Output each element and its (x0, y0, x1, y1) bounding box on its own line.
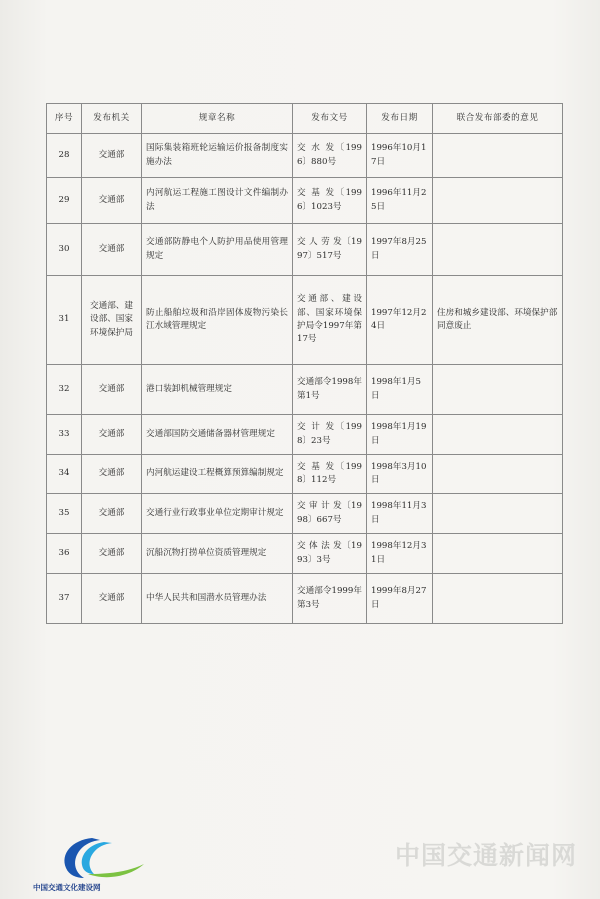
cell-name: 沉船沉物打捞单位资质管理规定 (142, 534, 293, 574)
cell-agency: 交通部 (82, 574, 142, 624)
cell-date: 1998年1月19日 (367, 415, 433, 455)
cell-serial: 36 (47, 534, 82, 574)
cell-doc-number: 交通部令1999年第3号 (293, 574, 367, 624)
table-header-row (47, 104, 563, 134)
cell-serial: 37 (47, 574, 82, 624)
cell-opinion (433, 365, 563, 415)
cell-agency: 交通部 (82, 178, 142, 224)
cell-name: 港口装卸机械管理规定 (142, 365, 293, 415)
table-row (47, 178, 563, 224)
cell-name: 内河航运建设工程概算预算编制规定 (142, 455, 293, 494)
header-issue-date: 发布日期 (367, 104, 433, 134)
table-row (47, 365, 563, 415)
regulations-table (46, 103, 563, 624)
cell-date: 1997年8月25日 (367, 224, 433, 276)
cell-opinion (433, 494, 563, 534)
cell-date: 1998年3月10日 (367, 455, 433, 494)
cell-opinion: 住房和城乡建设部、环境保护部同意废止 (433, 276, 563, 365)
cell-agency: 交通部 (82, 134, 142, 178)
cell-date: 1998年11月3日 (367, 494, 433, 534)
cell-doc-number: 交 计 发〔1998〕23号 (293, 415, 367, 455)
cell-opinion (433, 178, 563, 224)
cell-serial: 33 (47, 415, 82, 455)
header-issuing-agency: 发布机关 (82, 104, 142, 134)
cell-doc-number: 交通部、建设部、国家环境保护局令1997年第17号 (293, 276, 367, 365)
header-joint-opinion: 联合发布部委的意见 (433, 104, 563, 134)
cell-serial: 32 (47, 365, 82, 415)
cell-name: 内河航运工程施工图设计文件编制办法 (142, 178, 293, 224)
table-row (47, 574, 563, 624)
table-row (47, 534, 563, 574)
cell-agency: 交通部 (82, 365, 142, 415)
cell-serial: 34 (47, 455, 82, 494)
cell-doc-number: 交通部令1998年第1号 (293, 365, 367, 415)
cell-serial: 35 (47, 494, 82, 534)
cell-serial: 28 (47, 134, 82, 178)
table-row (47, 494, 563, 534)
cell-doc-number: 交 基 发〔1996〕1023号 (293, 178, 367, 224)
header-serial: 序号 (47, 104, 82, 134)
cell-doc-number: 交 人 劳 发〔1997〕517号 (293, 224, 367, 276)
cell-doc-number: 交 水 发〔1996〕880号 (293, 134, 367, 178)
cell-serial: 31 (47, 276, 82, 365)
table-row (47, 276, 563, 365)
cell-serial: 30 (47, 224, 82, 276)
cell-agency: 交通部 (82, 534, 142, 574)
watermark-text: 中国交通新闻网 (395, 841, 578, 870)
cell-date: 1999年8月27日 (367, 574, 433, 624)
cell-opinion (433, 134, 563, 178)
cell-serial: 29 (47, 178, 82, 224)
cell-opinion (433, 574, 563, 624)
cell-opinion (433, 415, 563, 455)
logo-swoosh-green (88, 864, 144, 877)
cell-opinion (433, 534, 563, 574)
cell-opinion (433, 224, 563, 276)
cell-name: 国际集装箱班轮运输运价报备制度实施办法 (142, 134, 293, 178)
cell-name: 交通部防静电个人防护用品使用管理规定 (142, 224, 293, 276)
header-regulation-name: 规章名称 (142, 104, 293, 134)
table-row (47, 455, 563, 494)
cell-agency: 交通部、建设部、国家环境保护局 (82, 276, 142, 365)
cell-agency: 交通部 (82, 415, 142, 455)
cell-name: 中华人民共和国潜水员管理办法 (142, 574, 293, 624)
cell-name: 防止船舶垃圾和沿岸固体废物污染长江水域管理规定 (142, 276, 293, 365)
cell-date: 1998年12月31日 (367, 534, 433, 574)
table-row (47, 134, 563, 178)
cell-date: 1996年11月25日 (367, 178, 433, 224)
table-row (47, 224, 563, 276)
cell-opinion (433, 455, 563, 494)
cell-agency: 交通部 (82, 224, 142, 276)
cell-date: 1996年10月17日 (367, 134, 433, 178)
cell-doc-number: 交 审 计 发〔1998〕667号 (293, 494, 367, 534)
header-document-number: 发布文号 (293, 104, 367, 134)
cell-doc-number: 交 体 法 发〔1993〕3号 (293, 534, 367, 574)
logo-swoosh-blue (64, 838, 100, 878)
cell-date: 1997年12月24日 (367, 276, 433, 365)
cell-date: 1998年1月5日 (367, 365, 433, 415)
cell-agency: 交通部 (82, 494, 142, 534)
cell-name: 交通行业行政事业单位定期审计规定 (142, 494, 293, 534)
logo-swoosh-cyan (82, 842, 112, 874)
cell-name: 交通部国防交通储备器材管理规定 (142, 415, 293, 455)
cell-doc-number: 交 基 发〔1998〕112号 (293, 455, 367, 494)
cell-agency: 交通部 (82, 455, 142, 494)
table-row (47, 415, 563, 455)
swoosh-logo-icon (58, 834, 148, 882)
logo-caption: 中国交通文化建设网 (33, 883, 101, 892)
